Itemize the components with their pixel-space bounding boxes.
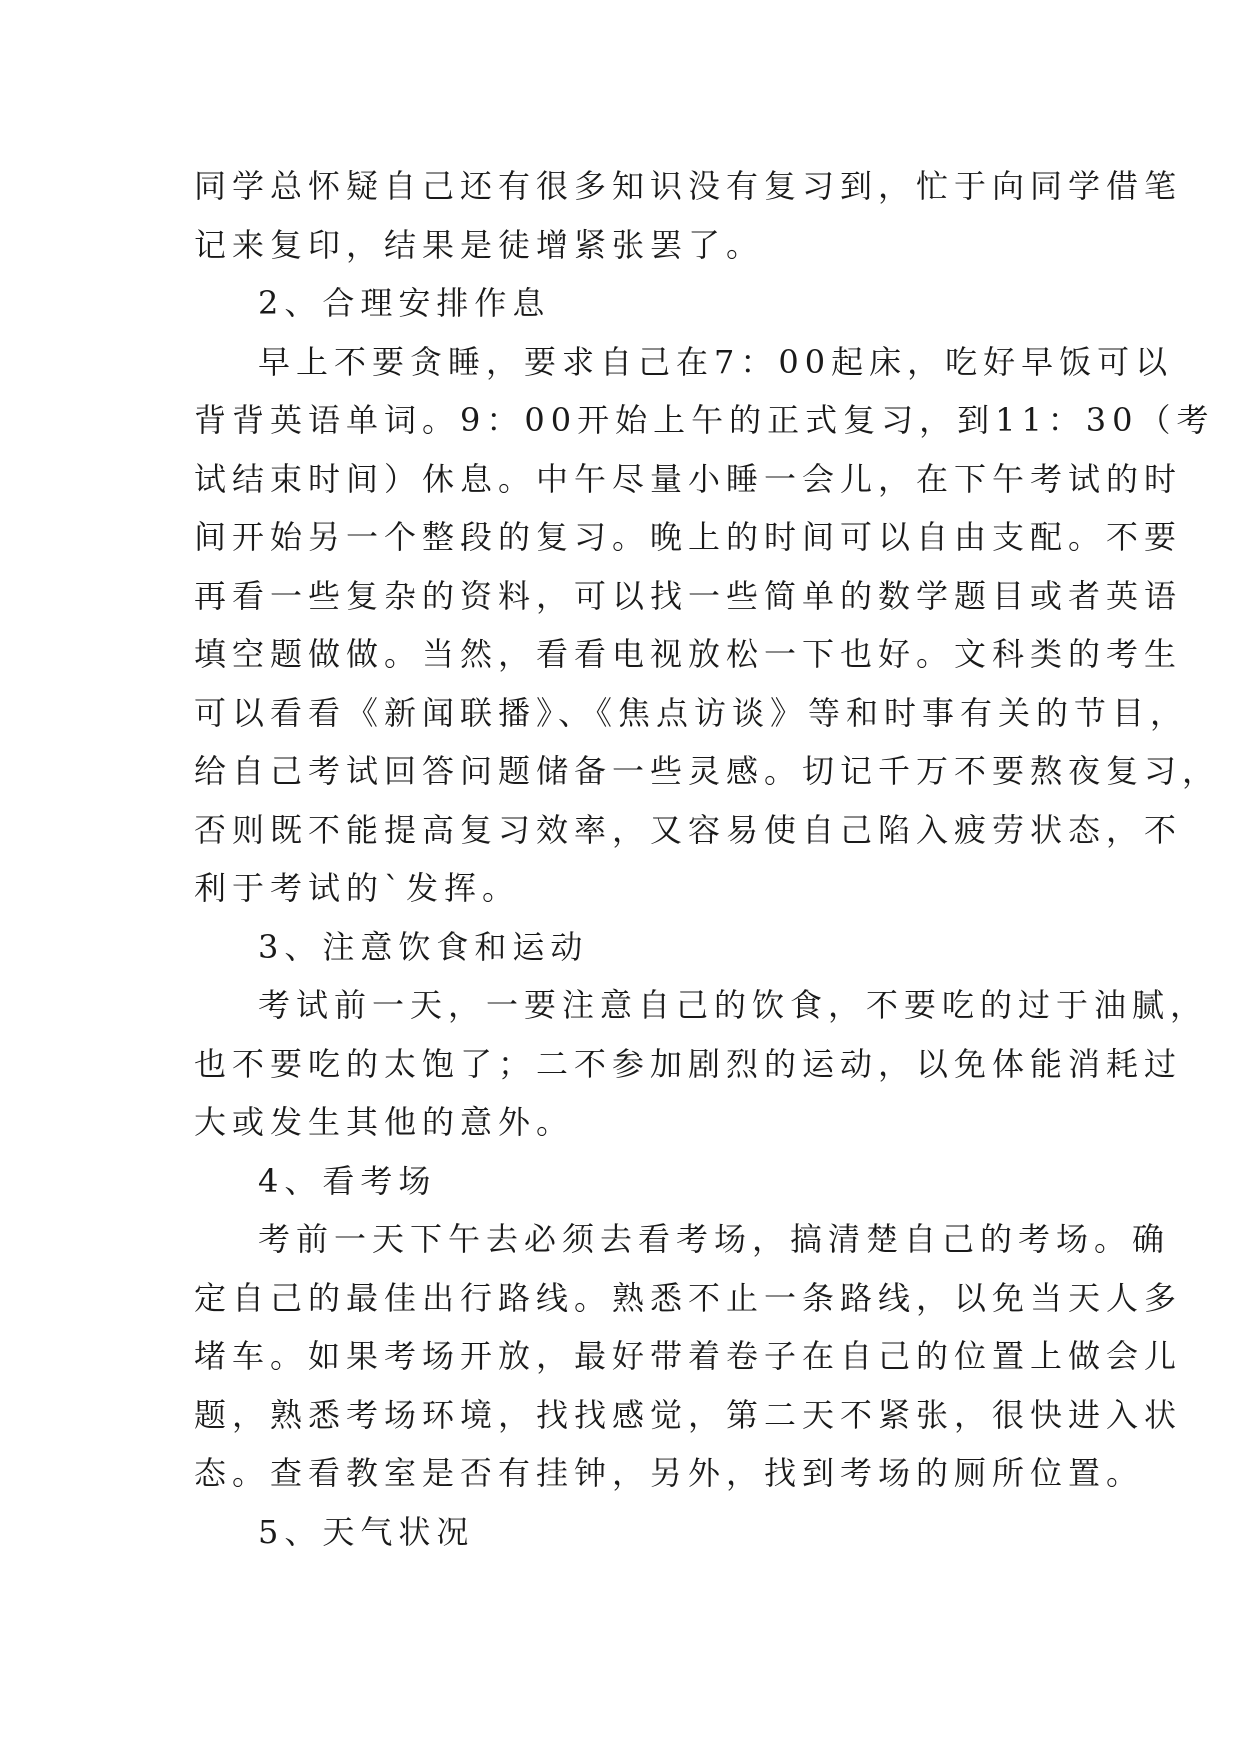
- text-line: 堵车。如果考场开放，最好带着卷子在自己的位置上做会儿: [194, 1337, 1183, 1375]
- text-line: 大或发生其他的意外。: [194, 1103, 575, 1141]
- section-heading: 4、看考场: [258, 1161, 437, 1200]
- text-line: 可以看看《新闻联播》、《焦点访谈》等和时事有关的节目，: [194, 693, 1189, 732]
- text-line: 题，熟悉考场环境，找找感觉，第二天不紧张，很快进入状: [194, 1395, 1183, 1434]
- section-heading: 2、合理安排作息: [258, 284, 551, 322]
- text-line: 态。查看教室是否有挂钟，另外，找到考场的厕所位置。: [194, 1454, 1145, 1492]
- text-line: 给自己考试回答问题储备一些灵感。切记千万不要熬夜复习，: [194, 752, 1221, 790]
- text-line: 也不要吃的太饱了；二不参加剧烈的运动，以免体能消耗过: [194, 1044, 1183, 1083]
- text-line: 间开始另一个整段的复习。晚上的时间可以自由支配。不要: [194, 518, 1183, 556]
- text-line: 背背英语单词。9：00开始上午的正式复习，到11：30（考: [194, 401, 1215, 439]
- text-line: 考前一天下午去必须去看考场，搞清楚自己的考场。确: [258, 1220, 1171, 1258]
- section-heading: 3、注意饮食和运动: [258, 927, 589, 966]
- text-line: 填空题做做。当然，看看电视放松一下也好。文科类的考生: [194, 635, 1183, 673]
- text-line: 否则既不能提高复习效率，又容易使自己陷入疲劳状态，不: [194, 810, 1183, 849]
- text-line: 试结束时间）休息。中午尽量小睡一会儿，在下午考试的时: [194, 459, 1183, 498]
- section-heading: 5、天气状况: [258, 1512, 475, 1551]
- text-line: 定自己的最佳出行路线。熟悉不止一条路线，以免当天人多: [194, 1278, 1183, 1317]
- text-line: 利于考试的`发挥。: [194, 869, 521, 907]
- text-line: 考试前一天，一要注意自己的饮食，不要吃的过于油腻，: [258, 986, 1209, 1024]
- text-line: 同学总怀疑自己还有很多知识没有复习到，忙于向同学借笔: [194, 167, 1183, 205]
- text-line: 记来复印，结果是徒增紧张罢了。: [194, 225, 765, 264]
- document-body: [194, 157, 1221, 1561]
- text-line: 再看一些复杂的资料，可以找一些简单的数学题目或者英语: [194, 576, 1183, 615]
- text-line: 早上不要贪睡，要求自己在7：00起床，吃好早饭可以: [258, 342, 1174, 381]
